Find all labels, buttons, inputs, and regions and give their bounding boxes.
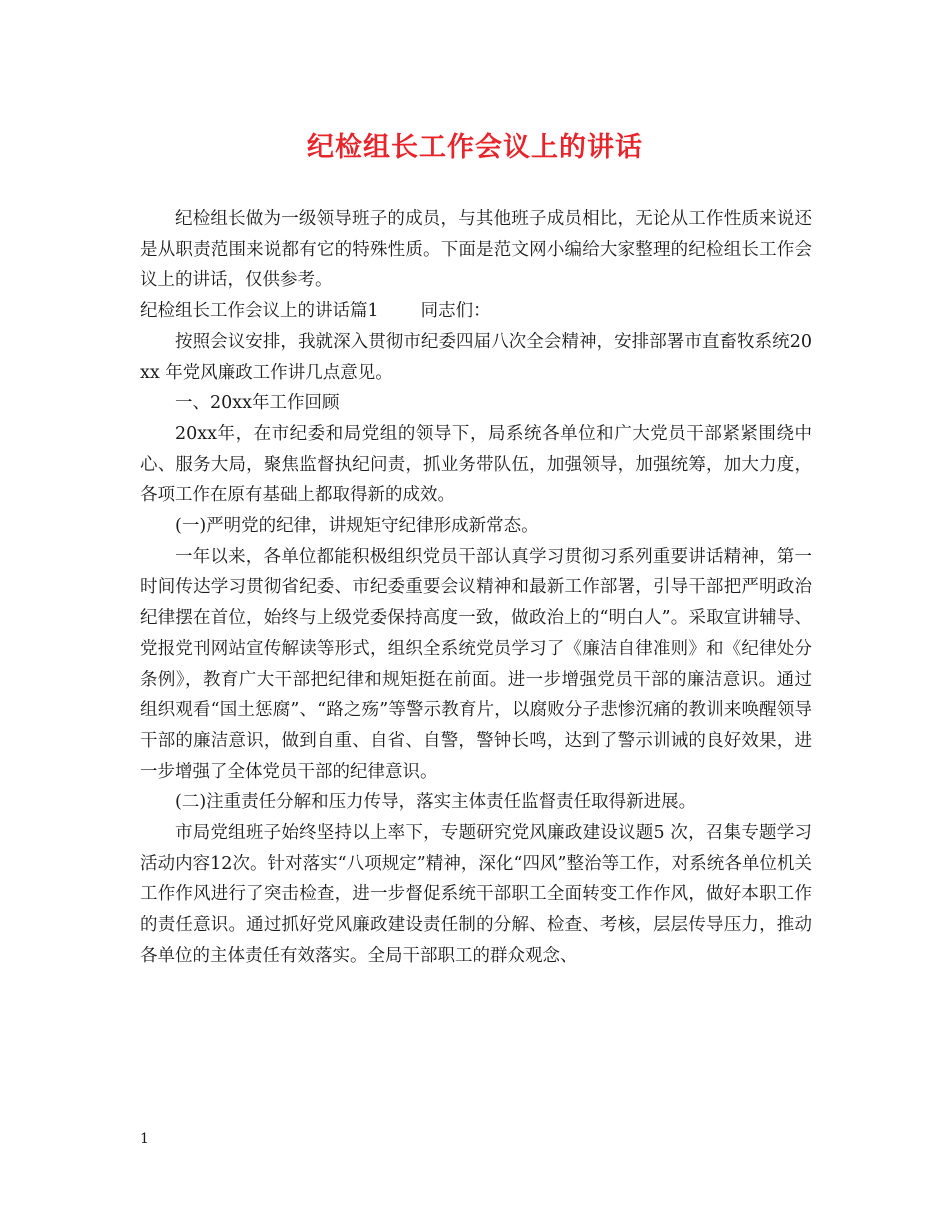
page-number: 1 bbox=[140, 1131, 149, 1147]
section-heading: 纪检组长工作会议上的讲话篇1 bbox=[140, 301, 379, 322]
document-title: 纪检组长工作会议上的讲话 bbox=[307, 132, 643, 163]
intro-paragraph: 纪检组长做为一级领导班子的成员，与其他班子成员相比，无论从工作性质来说还是从职责范围来说都有它的特殊性质。下面是范文网小编给大家整理的纪检组长工作会议上的讲话，仅供参考。 bbox=[140, 209, 812, 291]
body-paragraph: 按照会议安排，我就深入贯彻市纪委四届八次全会精神，安排部署市直畜牧系统20xx 年党风廉政工作讲几点意见。 bbox=[140, 331, 812, 383]
document-body bbox=[140, 204, 812, 972]
body-paragraph: 20xx年，在市纪委和局党组的领导下，局系统各单位和广大党员干部紧紧围绕中心、服务大局，聚焦监督执纪问责，抓业务带队伍，加强领导，加强统筹，加大力度，各项工作在原有基础上都取得新的成效。 bbox=[140, 423, 812, 506]
subheading-work-review: 一、20xx年工作回顾 bbox=[175, 393, 340, 414]
section-heading-line bbox=[140, 296, 812, 327]
subheading-discipline: (一)严明党的纪律，讲规矩守纪律形成新常态。 bbox=[175, 516, 539, 537]
salutation: 同志们： bbox=[420, 301, 491, 322]
body-paragraph: 一年以来，各单位都能积极组织党员干部认真学习贯彻习系列重要讲话精神，第一时间传达学习贯彻省纪委、市纪委重要会议精神和最新工作部署，引导干部把严明政治纪律摆在首位，始终与上级党委保持高度一致，做政治上的“明白人”。采取宣讲辅导、党报党刊网站宣传解读等形式，组织全系统党员学习了《廉洁自律准则》和《纪律处分条例》，教育广大干部把纪律和规矩挺在前面。进一步增强党员干部的廉洁意识。通过组织观看“国土惩腐”、“路之殇”等警示教育片，以腐败分子悲惨沉痛的教训来唤醒领导干部的廉洁意识，做到自重、自省、自警，警钟长鸣，达到了警示训诫的良好效果，进一步增强了全体党员干部的纪律意识。 bbox=[140, 546, 812, 782]
subheading-responsibility: (二)注重责任分解和压力传导，落实主体责任监督责任取得新进展。 bbox=[175, 792, 697, 813]
body-paragraph: 市局党组班子始终坚持以上率下，专题研究党风廉政建设议题5 次，召集专题学习活动内容12次。针对落实“八项规定”精神，深化“四风”整治等工作，对系统各单位机关工作作风进行了突击检查，进一步督促系统干部职工全面转变工作作风，做好本职工作的责任意识。通过抓好党风廉政建设责任制的分解、检查、考核，层层传导压力，推动各单位的主体责任有效落实。全局干部职工的群众观念、 bbox=[140, 823, 812, 966]
